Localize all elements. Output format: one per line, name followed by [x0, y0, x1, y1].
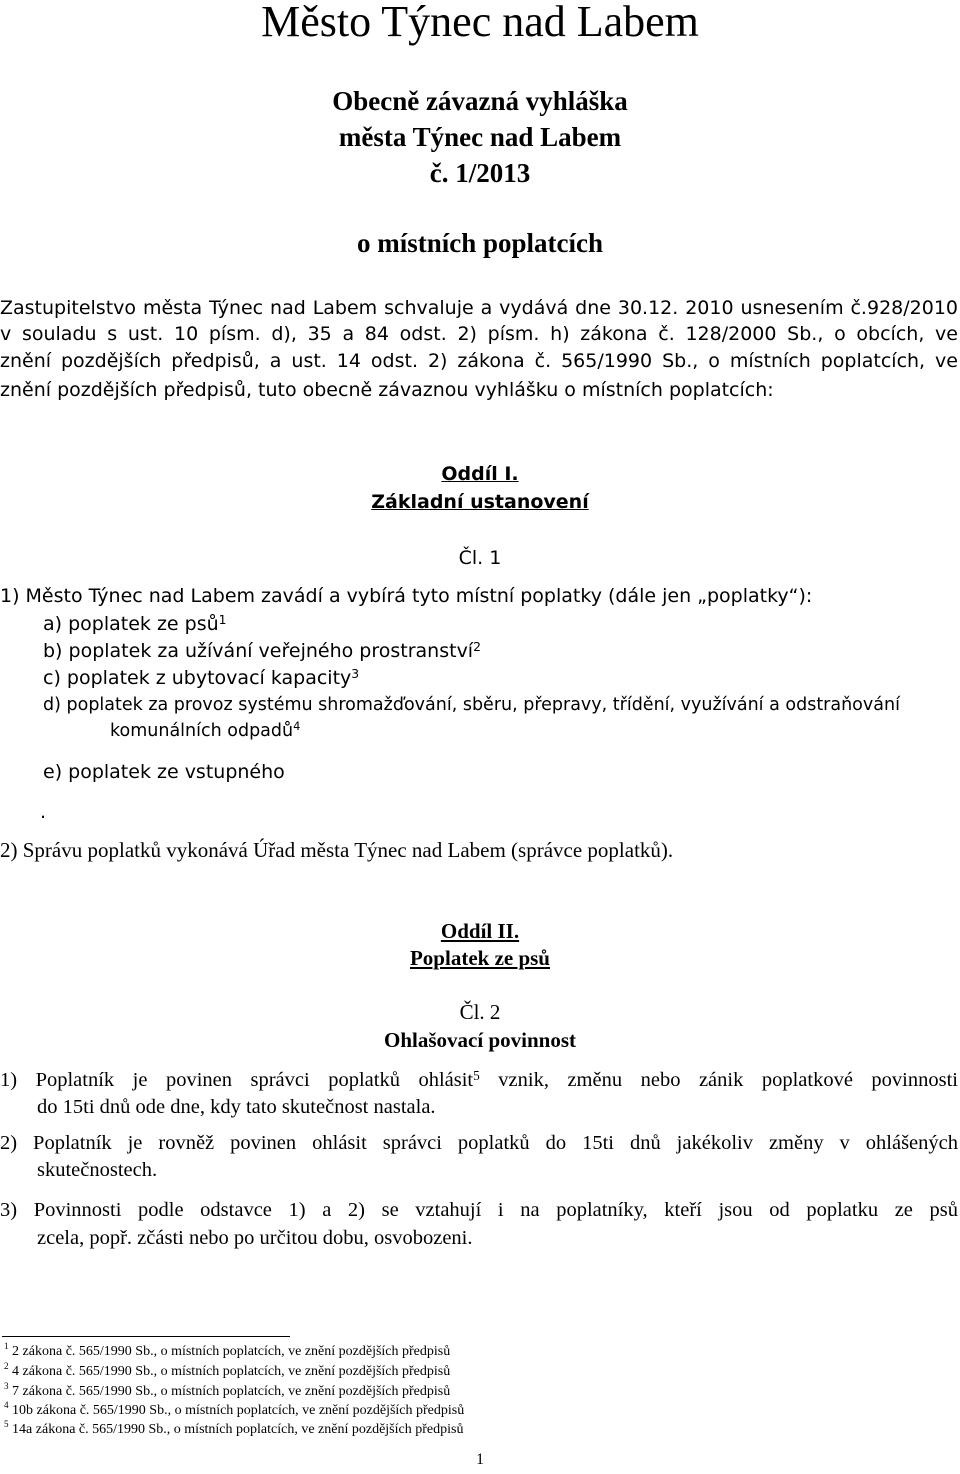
article-2-label: Čl. 2: [459, 1000, 501, 1024]
section-1-subtitle: Základní ustanovení: [371, 491, 589, 513]
list-item: b) poplatek za užívání veřejného prostranství$^2$: [43, 640, 481, 662]
section-2-title: Oddíl II.: [440, 919, 520, 943]
list-item: d) poplatek za provoz systému shromažďování, sběru, přepravy, třídění, využívání a odstraňování: [43, 695, 900, 715]
preamble-line-4: znění pozdějších předpisů, tuto obecně závaznou vyhlášku o místních poplatcích:: [0, 379, 774, 401]
footnote-ref: 1: [218, 613, 227, 627]
page-number: 1: [476, 1451, 484, 1468]
footnote: $^5$ 14a zákona č. 565/1990 Sb., o místních poplatcích, ve znění pozdějších předpisů: [4, 1419, 464, 1437]
decree-topic: o místních poplatcích: [356, 228, 604, 258]
footnote: $^4$ 10b zákona č. 565/1990 Sb., o místních poplatcích, ve znění pozdějších předpisů: [4, 1400, 465, 1418]
list-item: e) poplatek ze vstupného: [43, 761, 285, 783]
section-1-title: Oddíl I.: [441, 463, 519, 485]
footnote: $^3$ 7 zákona č. 565/1990 Sb., o místních poplatcích, ve znění pozdějších předpisů: [4, 1381, 451, 1399]
preamble-line-1: Zastupitelstvo města Týnec nad Labem schvaluje a vydává dne 30.12. 2010 usnesením č.928/2010: [0, 297, 958, 319]
article-2-paragraph-3-cont: zcela, popř. zčásti nebo po určitou dobu, osvobozeni.: [37, 1227, 473, 1249]
footnote-ref: 4: [293, 719, 301, 733]
decree-name: Obecně závazná vyhláška: [332, 86, 628, 116]
footnote: $^1$ 2 zákona č. 565/1990 Sb., o místních poplatcích, ve znění pozdějších předpisů: [4, 1341, 451, 1359]
list-item: a) poplatek ze psů$^1$: [43, 613, 227, 635]
article-2-paragraph-1-cont: do 15ti dnů ode dne, kdy tato skutečnost nastala.: [37, 1096, 436, 1118]
footnote-ref: 3: [351, 667, 360, 681]
article-2-paragraph-2: 2) Poplatník je rovněž povinen ohlásit správci poplatků do 15ti dnů jakékoliv změny v ohlášených: [0, 1132, 958, 1154]
preamble-line-2: v souladu s ust. 10 písm. d), 35 a 84 odst. 2) písm. h) zákona č. 128/2000 Sb., o obcích, ve: [0, 323, 958, 345]
footnote-ref: 5: [473, 1068, 480, 1083]
article-2-paragraph-2-cont: skutečnostech.: [37, 1159, 158, 1181]
footnote-separator: [2, 1336, 290, 1337]
article-2-paragraph-1: 1) Poplatník je povinen správci poplatků ohlásit$^5$ vznik, změnu nebo zánik poplatkové povinnosti: [0, 1068, 958, 1091]
article-2-paragraph-3: 3) Povinnosti podle odstavce 1) a 2) se vztahují i na poplatníky, kteří jsou od poplatku ze psů: [0, 1199, 958, 1221]
article-1-paragraph-2: 2) Správu poplatků vykonává Úřad města Týnec nad Labem (správce poplatků).: [0, 838, 674, 862]
section-2-subtitle: Poplatek ze psů: [409, 946, 550, 970]
decree-number: č. 1/2013: [429, 158, 531, 188]
list-item: c) poplatek z ubytovací kapacity$^3$: [43, 667, 360, 689]
page-title: Město Týnec nad Labem: [261, 0, 699, 46]
footnote-ref: 2: [473, 640, 481, 654]
preamble-line-3: znění pozdějších předpisů, a ust. 14 odst. 2) zákona č. 565/1990 Sb., o místních poplatcích, ve: [0, 350, 958, 372]
list-item-continuation: komunálních odpadů$^4$: [110, 719, 301, 741]
stray-dot: .: [40, 801, 47, 823]
article-2-title: Ohlašovací povinnost: [384, 1028, 576, 1052]
footnote: $^2$ 4 zákona č. 565/1990 Sb., o místních poplatcích, ve znění pozdějších předpisů: [4, 1361, 451, 1379]
article-1-paragraph-1: 1) Město Týnec nad Labem zavádí a vybírá tyto místní poplatky (dále jen „poplatky“):: [0, 585, 813, 607]
decree-city: města Týnec nad Labem: [338, 122, 622, 152]
article-1-label: Čl. 1: [458, 547, 502, 569]
